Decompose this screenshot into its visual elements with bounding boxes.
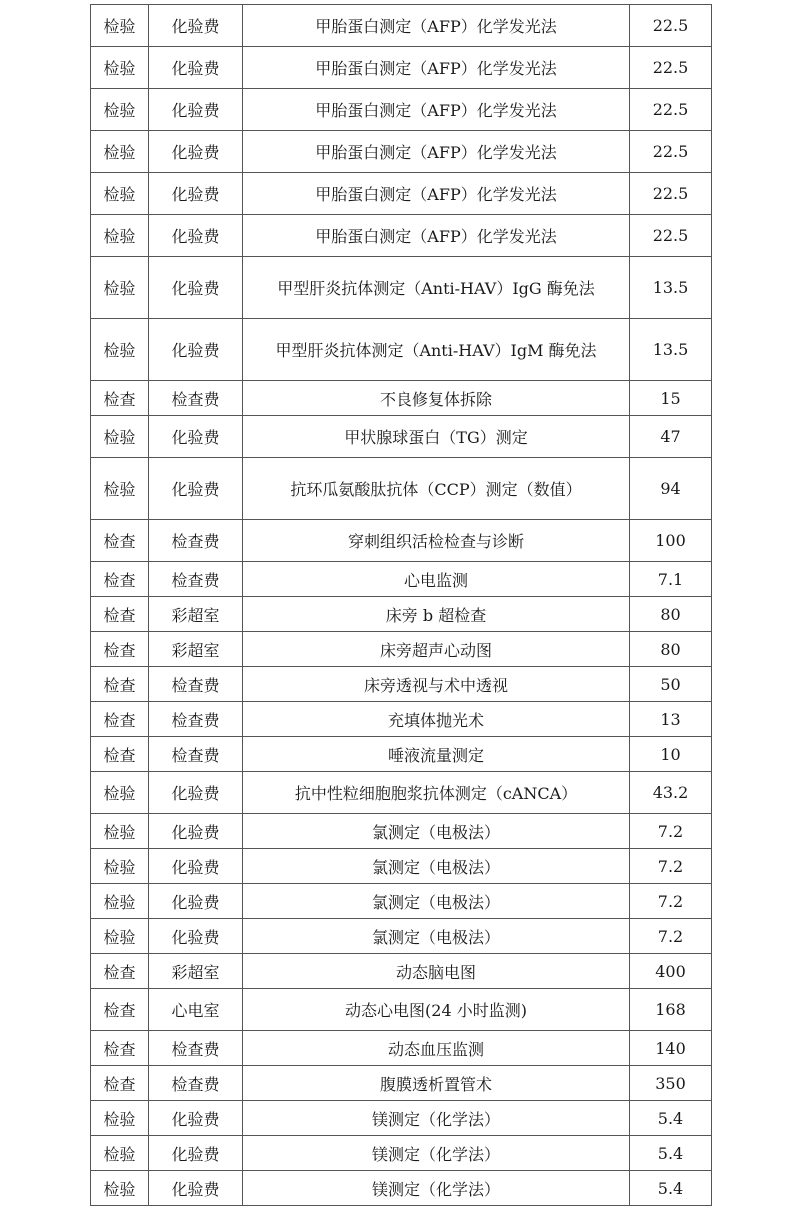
table-row — [91, 597, 712, 632]
price-cell: 80 — [630, 632, 712, 667]
item-name-cell: 唾液流量测定 — [243, 737, 630, 772]
category-cell: 检查 — [91, 632, 149, 667]
department-cell: 化验费 — [149, 257, 243, 319]
category-cell: 检验 — [91, 173, 149, 215]
category-cell: 检验 — [91, 1171, 149, 1206]
item-name-cell: 床旁超声心动图 — [243, 632, 630, 667]
price-cell: 13.5 — [630, 319, 712, 381]
item-name-cell: 镁测定（化学法） — [243, 1101, 630, 1136]
table-row — [91, 737, 712, 772]
item-name-cell: 镁测定（化学法） — [243, 1136, 630, 1171]
price-cell: 22.5 — [630, 131, 712, 173]
price-cell: 7.2 — [630, 884, 712, 919]
price-cell: 5.4 — [630, 1136, 712, 1171]
department-cell: 检查费 — [149, 520, 243, 562]
price-cell: 13.5 — [630, 257, 712, 319]
item-name-cell: 甲胎蛋白测定（AFP）化学发光法 — [243, 173, 630, 215]
item-name-cell: 氯测定（电极法） — [243, 884, 630, 919]
item-name-cell: 腹膜透析置管术 — [243, 1066, 630, 1101]
item-name-cell: 甲胎蛋白测定（AFP）化学发光法 — [243, 47, 630, 89]
category-cell: 检验 — [91, 849, 149, 884]
item-name-cell: 穿刺组织活检检查与诊断 — [243, 520, 630, 562]
category-cell: 检验 — [91, 1101, 149, 1136]
department-cell: 化验费 — [149, 47, 243, 89]
table-row — [91, 257, 712, 319]
item-name-cell: 动态心电图(24 小时监测) — [243, 989, 630, 1031]
department-cell: 化验费 — [149, 1136, 243, 1171]
item-name-cell: 氯测定（电极法） — [243, 849, 630, 884]
department-cell: 化验费 — [149, 919, 243, 954]
table-row — [91, 1171, 712, 1206]
price-cell: 7.1 — [630, 562, 712, 597]
category-cell: 检验 — [91, 416, 149, 458]
price-cell: 100 — [630, 520, 712, 562]
price-cell: 22.5 — [630, 47, 712, 89]
table-row — [91, 884, 712, 919]
price-cell: 13 — [630, 702, 712, 737]
price-cell: 22.5 — [630, 215, 712, 257]
category-cell: 检验 — [91, 884, 149, 919]
price-cell: 22.5 — [630, 89, 712, 131]
category-cell: 检验 — [91, 458, 149, 520]
category-cell: 检验 — [91, 215, 149, 257]
department-cell: 化验费 — [149, 131, 243, 173]
department-cell: 检查费 — [149, 737, 243, 772]
item-name-cell: 抗环瓜氨酸肽抗体（CCP）测定（数值） — [243, 458, 630, 520]
department-cell: 化验费 — [149, 849, 243, 884]
item-name-cell: 不良修复体拆除 — [243, 381, 630, 416]
table-row — [91, 381, 712, 416]
category-cell: 检验 — [91, 47, 149, 89]
category-cell: 检查 — [91, 667, 149, 702]
item-name-cell: 床旁透视与术中透视 — [243, 667, 630, 702]
price-cell: 5.4 — [630, 1171, 712, 1206]
table-row — [91, 1031, 712, 1066]
table-row — [91, 131, 712, 173]
item-name-cell: 心电监测 — [243, 562, 630, 597]
department-cell: 检查费 — [149, 702, 243, 737]
price-cell: 22.5 — [630, 173, 712, 215]
item-name-cell: 甲胎蛋白测定（AFP）化学发光法 — [243, 5, 630, 47]
category-cell: 检验 — [91, 1136, 149, 1171]
table-row — [91, 416, 712, 458]
price-cell: 15 — [630, 381, 712, 416]
department-cell: 检查费 — [149, 667, 243, 702]
price-cell: 168 — [630, 989, 712, 1031]
department-cell: 心电室 — [149, 989, 243, 1031]
item-name-cell: 甲型肝炎抗体测定（Anti-HAV）IgM 酶免法 — [243, 319, 630, 381]
department-cell: 化验费 — [149, 416, 243, 458]
department-cell: 检查费 — [149, 381, 243, 416]
price-cell: 47 — [630, 416, 712, 458]
department-cell: 化验费 — [149, 173, 243, 215]
table-row — [91, 47, 712, 89]
table-row — [91, 772, 712, 814]
table-row — [91, 919, 712, 954]
table-row — [91, 1136, 712, 1171]
table-row — [91, 5, 712, 47]
price-cell: 50 — [630, 667, 712, 702]
category-cell: 检验 — [91, 319, 149, 381]
price-cell: 140 — [630, 1031, 712, 1066]
item-name-cell: 甲胎蛋白测定（AFP）化学发光法 — [243, 131, 630, 173]
table-row — [91, 954, 712, 989]
table-row — [91, 173, 712, 215]
department-cell: 化验费 — [149, 215, 243, 257]
department-cell: 检查费 — [149, 1031, 243, 1066]
category-cell: 检查 — [91, 989, 149, 1031]
department-cell: 检查费 — [149, 1066, 243, 1101]
department-cell: 化验费 — [149, 89, 243, 131]
table-row — [91, 562, 712, 597]
table-row — [91, 458, 712, 520]
fee-table-body — [91, 5, 712, 1206]
category-cell: 检验 — [91, 5, 149, 47]
department-cell: 检查费 — [149, 562, 243, 597]
department-cell: 化验费 — [149, 814, 243, 849]
price-cell: 5.4 — [630, 1101, 712, 1136]
price-cell: 80 — [630, 597, 712, 632]
price-cell: 22.5 — [630, 5, 712, 47]
item-name-cell: 氯测定（电极法） — [243, 814, 630, 849]
table-row — [91, 989, 712, 1031]
category-cell: 检查 — [91, 562, 149, 597]
department-cell: 化验费 — [149, 319, 243, 381]
price-cell: 10 — [630, 737, 712, 772]
item-name-cell: 动态血压监测 — [243, 1031, 630, 1066]
category-cell: 检查 — [91, 954, 149, 989]
price-cell: 7.2 — [630, 919, 712, 954]
price-cell: 7.2 — [630, 814, 712, 849]
table-row — [91, 89, 712, 131]
table-row — [91, 702, 712, 737]
category-cell: 检验 — [91, 814, 149, 849]
table-row — [91, 1066, 712, 1101]
price-cell: 94 — [630, 458, 712, 520]
category-cell: 检查 — [91, 1031, 149, 1066]
item-name-cell: 充填体抛光术 — [243, 702, 630, 737]
department-cell: 彩超室 — [149, 632, 243, 667]
item-name-cell: 甲型肝炎抗体测定（Anti-HAV）IgG 酶免法 — [243, 257, 630, 319]
item-name-cell: 动态脑电图 — [243, 954, 630, 989]
department-cell: 化验费 — [149, 458, 243, 520]
item-name-cell: 甲胎蛋白测定（AFP）化学发光法 — [243, 89, 630, 131]
department-cell: 彩超室 — [149, 597, 243, 632]
department-cell: 化验费 — [149, 1171, 243, 1206]
table-row — [91, 667, 712, 702]
item-name-cell: 床旁 b 超检查 — [243, 597, 630, 632]
category-cell: 检验 — [91, 89, 149, 131]
item-name-cell: 抗中性粒细胞胞浆抗体测定（cANCA） — [243, 772, 630, 814]
department-cell: 化验费 — [149, 772, 243, 814]
table-row — [91, 520, 712, 562]
price-cell: 350 — [630, 1066, 712, 1101]
table-row — [91, 215, 712, 257]
table-row — [91, 319, 712, 381]
table-row — [91, 1101, 712, 1136]
category-cell: 检查 — [91, 597, 149, 632]
table-row — [91, 632, 712, 667]
fee-table — [90, 4, 712, 1206]
price-cell: 400 — [630, 954, 712, 989]
category-cell: 检查 — [91, 520, 149, 562]
category-cell: 检查 — [91, 381, 149, 416]
category-cell: 检验 — [91, 772, 149, 814]
item-name-cell: 甲胎蛋白测定（AFP）化学发光法 — [243, 215, 630, 257]
item-name-cell: 氯测定（电极法） — [243, 919, 630, 954]
table-row — [91, 814, 712, 849]
category-cell: 检查 — [91, 737, 149, 772]
category-cell: 检查 — [91, 1066, 149, 1101]
department-cell: 化验费 — [149, 5, 243, 47]
department-cell: 彩超室 — [149, 954, 243, 989]
category-cell: 检验 — [91, 257, 149, 319]
item-name-cell: 甲状腺球蛋白（TG）测定 — [243, 416, 630, 458]
table-row — [91, 849, 712, 884]
category-cell: 检验 — [91, 919, 149, 954]
item-name-cell: 镁测定（化学法） — [243, 1171, 630, 1206]
category-cell: 检验 — [91, 131, 149, 173]
price-cell: 43.2 — [630, 772, 712, 814]
department-cell: 化验费 — [149, 884, 243, 919]
department-cell: 化验费 — [149, 1101, 243, 1136]
category-cell: 检查 — [91, 702, 149, 737]
price-cell: 7.2 — [630, 849, 712, 884]
